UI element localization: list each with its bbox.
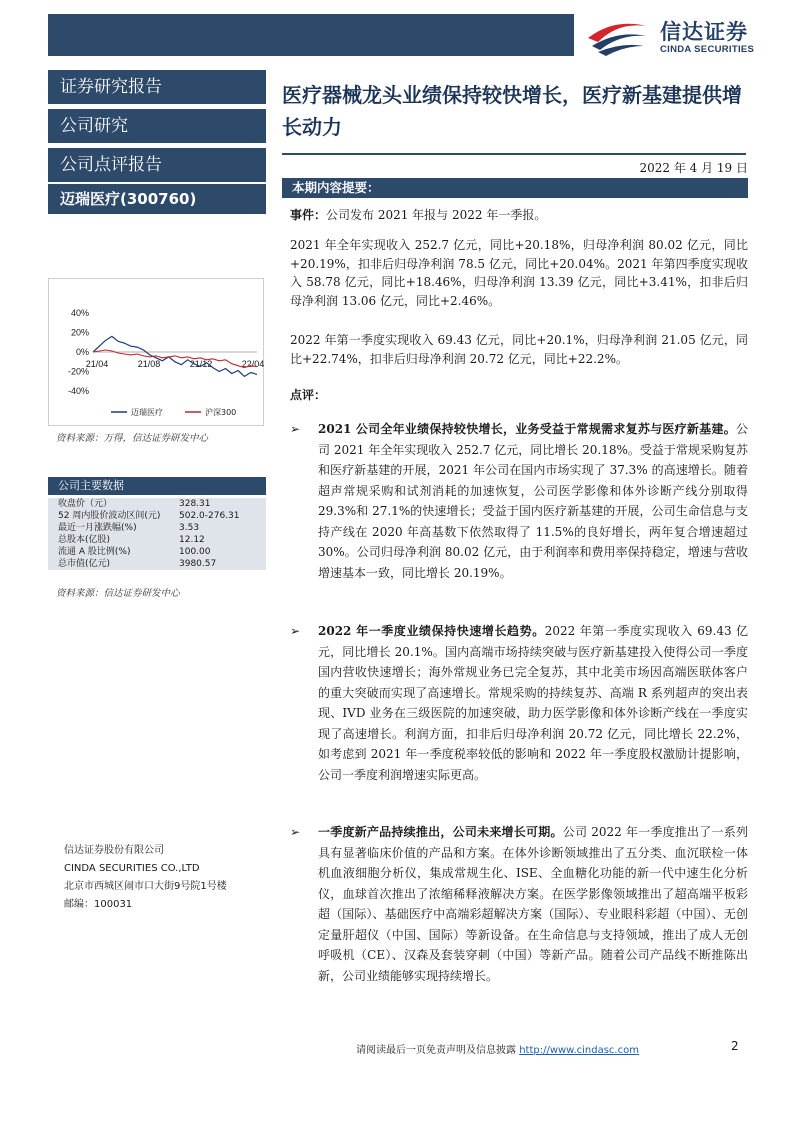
contact-postcode: 邮编：100031 [64,899,133,910]
summary-header: 本期内容提要： [282,178,748,198]
contact-address: 北京市西城区闹市口大街9号院1号楼 [64,881,227,892]
key-data-label: 总股本(亿股) [58,535,111,545]
comment-label: 点评： [290,388,327,402]
paragraph-2022q1: 2022 年第一季度实现收入 69.43 亿元，同比+20.1%，归母净利润 21.05 亿元，同比+22.74%，扣非后归母净利润 20.72 亿元，同比+22.2%。 [290,333,748,366]
stock-chart-svg [49,279,265,427]
key-data-label: 收盘价（元） [58,499,113,509]
contact-company-en: CINDA SECURITIES CO.,LTD [64,863,200,874]
bullet-heading: 一季度新产品持续推出，公司未来增长可期。 [318,825,563,839]
footer-note-text: 请阅读最后一页免责声明及信息披露 [356,1045,516,1056]
bullet-body: 公司 2022 年一季度推出了一系列具有显著临床价值的产品和方案。在体外诊断领域推出了五分类、血沉联检一体机血液细胞分析仪，集成常规生化、ISE、全血糖化功能的新一代中速生化分析仪，血球首次推出了浓缩稀释液解决方案。在医学影像领域推出了超高端平板彩超（国际）、基础医疗中高端彩超解决方案（国际）、专业眼科彩超（中国）、无创定量肝超仪（中国、国际）等新设备。在生命信息与支持领域，推出了成人无创呼吸机（CE）、汉森及套装穿刺（中国）等新产品。随着公司产品线不断推陈出新，公司业绩能够实现持续增长。 [318,825,748,983]
y-tick-label: 20% [70,327,89,338]
title-divider [282,153,746,155]
paragraph-2021: 2021 年全年实现收入 252.7 亿元，同比+20.18%，归母净利润 80.02 亿元，同比+20.19%，扣非后归母净利润 78.5 亿元，同比+20.04%。2021 年第四季度实现收入 58.78 亿元，同比+18.46%，归母净利润 13.39 亿元，同比+3.41%，扣非后归母净利润 13.06 亿元，同比+2.46%。 [290,238,748,308]
series-line [93,350,257,368]
sidebar-tab-company-comment: 公司点评报告 [48,148,266,182]
cinda-logo-mark-icon [584,16,650,56]
logo-text-en: CINDA SECURITIES [660,44,755,55]
key-data-value: 3.53 [179,523,200,533]
event-paragraph [290,206,748,225]
report-date: 2022 年 4 月 19 日 [639,161,748,175]
y-tick-label: 40% [70,308,89,318]
key-data-value: 502.0-276.31 [179,511,240,521]
key-data-title: 公司主要数据 [48,477,266,495]
bullet-arrow-icon: ➢ [290,825,301,839]
key-data-value: 328.31 [179,499,211,509]
footer-disclaimer [356,1041,748,1056]
x-tick-label: 21/04 [85,359,109,369]
y-tick-label: -20% [67,366,89,377]
bullet-arrow-icon: ➢ [290,624,301,638]
key-data-row [48,558,266,570]
key-data-value: 3980.57 [179,559,217,569]
contact-company-cn: 信达证券股份有限公司 [64,845,164,856]
bullet-heading: 2022 年一季度业绩保持快速增长趋势。 [318,624,545,638]
key-data-value: 100.00 [179,547,211,557]
legend-label: 迈瑞医疗 [131,408,163,417]
chart-source: 资料来源：万得，信达证券研发中心 [56,433,209,444]
key-data-row [48,498,266,510]
key-data-row [48,534,266,546]
legend-label: 沪深300 [205,408,237,417]
event-label: 事件： [290,208,327,222]
sidebar-tab-company-research: 公司研究 [48,109,266,143]
stock-chart [48,278,264,426]
event-text: 公司发布 2021 年报与 2022 年一季报。 [326,208,547,222]
logo-text-cn: 信达证券 [660,20,748,44]
page-number: 2 [731,1039,739,1053]
bullet-body: 2022 年第一季度实现收入 69.43 亿元，同比增长 20.1%。国内高端市场持续突破与医疗新基建投入使得公司一季度国内营收快速增长；海外常规业务已完全复苏，其中北美市场因高端医联体客户的重大突破而实现了高速增长。常规采购的持续复苏、高端 R 系列超声的突出表现、IVD 业务在三级医院的加速突破，助力医学影像和体外诊断产线在一季度实现了高速增长。利润方面，扣非后归母净利润 20.72 亿元，同比增长 22.2%，如考虑到 2021 年一季度税率较低的影响和 2022 年一季度股权激励计提影响，公司一季度利润增速实际更高。 [318,624,748,782]
sidebar-tab-research-report: 证券研究报告 [48,70,266,104]
footer-url[interactable]: http://www.cindasc.com [519,1045,639,1056]
key-data-label: 总市值(亿元) [58,559,111,569]
key-data-label: 52 周内股价波动区间(元) [58,511,161,521]
key-data-label: 流通 A 股比例(%) [58,547,131,557]
bullet-body: 公司 2021 年全年实现收入 252.7 亿元，同比增长 20.18%。受益于常规采购复苏和医疗新基建的开展，2021 年公司在国内市场实现了 37.3% 的高速增长。随着超声常规采购和试剂消耗的加速恢复，公司医学影像和体外诊断产线分别取得 29.3%和 27.1%的快速增长；受益于国内医疗新基建的开展，公司生命信息与支持产线在 2020 年高基数下依然取得了 11.5%的良好增长，两年复合增速超过 30%。公司归母净利润 80.02 亿元，由于利润率和费用率保持稳定，增速与营收增速基本一致，同比增长 20.19%。 [318,422,748,580]
key-data-label: 最近一月涨跌幅(%) [58,523,137,533]
bullet-text [318,419,748,583]
y-tick-label: -40% [67,386,89,396]
x-tick-label: 21/12 [189,359,213,369]
bullet-text [318,822,748,986]
key-data-source: 资料来源：信达证券研发中心 [56,588,180,599]
key-data-row [48,546,266,558]
key-data-row [48,522,266,534]
key-data-row [48,510,266,522]
x-tick-label: 21/08 [137,359,161,369]
comment-label-line [290,386,748,405]
contact-info [64,842,227,914]
bullet-arrow-icon: ➢ [290,422,301,436]
key-data-value: 12.12 [179,535,205,545]
bullet-text [318,621,748,785]
x-tick-label: 22/04 [241,359,265,369]
key-data-table [48,498,266,570]
report-title: 医疗器械龙头业绩保持较快增长，医疗新基建提供增长动力 [282,83,742,139]
header-bar [48,14,574,56]
cinda-logo [584,14,780,58]
company-name: 迈瑞医疗(300760) [48,184,266,214]
y-tick-label: 0% [75,347,89,357]
bullet-heading: 2021 公司全年业绩保持较快增长，业务受益于常规需求复苏与医疗新基建。 [318,422,736,436]
